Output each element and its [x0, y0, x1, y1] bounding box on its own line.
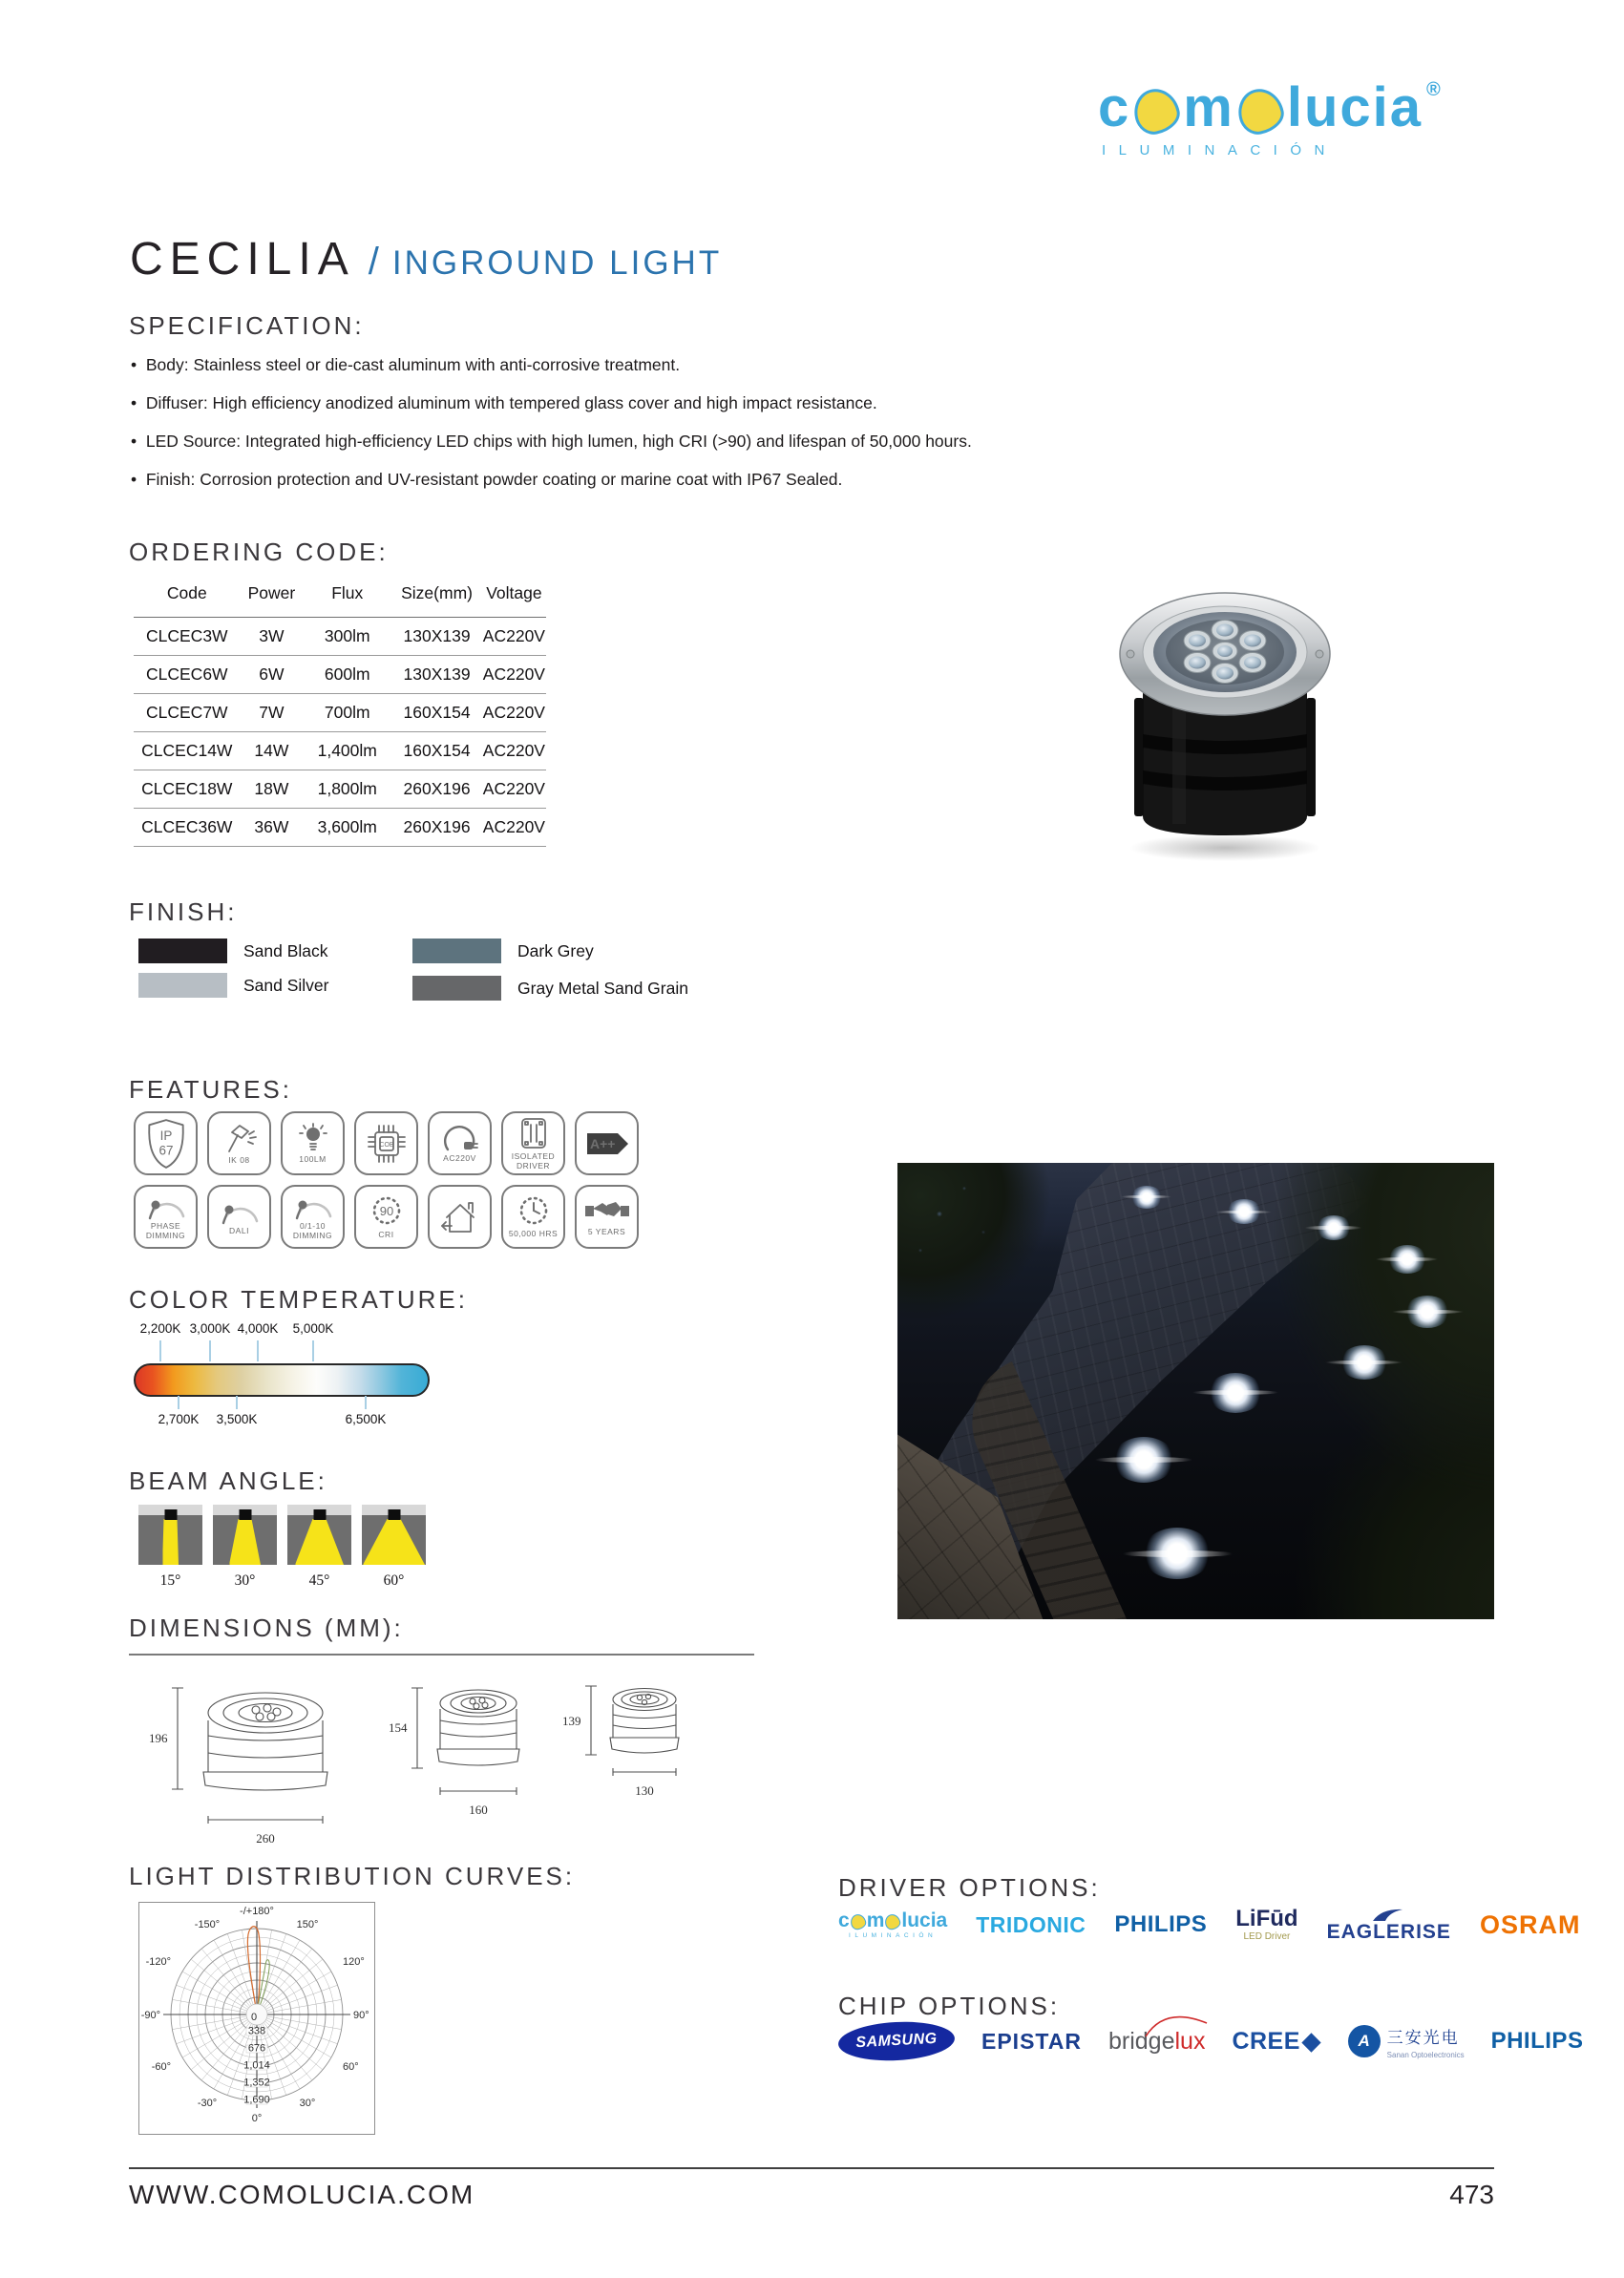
ct-tick: [312, 1340, 314, 1361]
spec-bullet: • Finish: Corrosion protection and UV-resistant powder coating or marine coat with IP67 Sealed.: [131, 470, 1047, 490]
title-separator: /: [368, 241, 379, 283]
distribution-heading: LIGHT DISTRIBUTION CURVES:: [129, 1862, 576, 1890]
ct-label: 3,500K: [216, 1412, 258, 1426]
chip-brand-philips: PHILIPS: [1490, 2028, 1584, 2054]
chip-options-heading: CHIP OPTIONS:: [838, 1992, 1061, 2020]
svg-text:A++: A++: [589, 1135, 615, 1151]
logo-o-icon: [849, 1912, 867, 1930]
svg-text:0: 0: [250, 2012, 258, 2023]
feature-house: [428, 1185, 492, 1249]
driver-brand-osram: OSRAM: [1479, 1909, 1581, 1939]
ordering-heading: ORDERING CODE:: [129, 538, 389, 566]
finish-swatch: [412, 976, 501, 1001]
product-name: CECILIA: [130, 234, 355, 285]
dimension-drawings: [143, 1673, 702, 1849]
logo-letter: m: [1183, 76, 1234, 138]
feature-cob: [354, 1111, 418, 1175]
dial-icon: [145, 1193, 187, 1220]
table-row: CLCEC3W 3W 300lm 130X139 AC220V: [134, 618, 546, 656]
inground-light-glow: [1387, 1245, 1427, 1274]
comolucia-subtitle: ILUMINACIÓN: [849, 1931, 938, 1939]
beam-cone: [295, 1519, 344, 1565]
logo-letter: c: [1098, 76, 1131, 138]
svg-text:338: 338: [247, 2025, 266, 2037]
driver-brand-lifud: LiFūd LED Driver: [1235, 1906, 1298, 1942]
beam-angle-label: 45°: [308, 1572, 330, 1589]
color-temperature-bar: [134, 1363, 430, 1397]
inground-light-glow: [1142, 1528, 1213, 1579]
beam-diagram-30: [213, 1505, 277, 1565]
beam-diagram-15: [138, 1505, 202, 1565]
inground-light-glow: [1112, 1437, 1175, 1483]
dimension-drawing-small: [559, 1673, 702, 1816]
brand-subtitle: ILUMINACIÓN: [1102, 142, 1338, 158]
isolated-driver-icon: [517, 1116, 551, 1150]
plug-icon: [441, 1124, 479, 1152]
beam-cone: [363, 1519, 425, 1565]
eagle-swoosh-icon: [1370, 1908, 1408, 1922]
dimensions-heading: DIMENSIONS (MM):: [129, 1614, 404, 1642]
finish-label: Dark Grey: [517, 940, 594, 960]
table-row: CLCEC7W 7W 700lm 160X154 AC220V: [134, 694, 546, 732]
chip-brand-epistar: EPISTAR: [981, 2028, 1082, 2054]
feature-caption: ISOLATED DRIVER: [511, 1151, 556, 1171]
beam-fixture: [313, 1509, 326, 1520]
beam-diagram-45: [287, 1505, 351, 1565]
feature-caption: IK 08: [228, 1154, 250, 1165]
logo-o-icon: [1130, 85, 1184, 138]
table-header-row: [134, 576, 546, 618]
chip-brand-samsung: SAMSUNG: [837, 2019, 956, 2063]
house-icon: [438, 1195, 482, 1239]
svg-text:154: 154: [389, 1720, 408, 1735]
product-category: INGROUND LIGHT: [391, 244, 723, 282]
specification-heading: SPECIFICATION:: [129, 311, 365, 340]
feature-50000hrs: [501, 1185, 565, 1249]
feature-phase-dimming: [134, 1185, 198, 1249]
registered-mark: ®: [1426, 79, 1441, 100]
feature-dali: [207, 1185, 271, 1249]
inground-light-glow: [1226, 1199, 1262, 1224]
svg-text:196: 196: [149, 1731, 168, 1745]
feature-caption: PHASE DIMMING: [145, 1221, 186, 1240]
beam-cone: [229, 1519, 261, 1565]
beam-angle-row: [138, 1505, 426, 1590]
ct-tick: [236, 1396, 238, 1409]
feature-caption: CRI: [378, 1229, 394, 1239]
beam-angle-cell: [138, 1505, 202, 1590]
svg-text:-30°: -30°: [197, 2098, 218, 2109]
driver-brand-tridonic: TRIDONIC: [976, 1911, 1086, 1937]
feature-ip67: [134, 1111, 198, 1175]
svg-text:260: 260: [256, 1831, 275, 1846]
finish-heading: FINISH:: [129, 897, 238, 926]
col-code: Code: [134, 576, 241, 618]
application-photo: [897, 1163, 1494, 1619]
beam-angle-cell: [362, 1505, 426, 1590]
dimension-drawing-large: [143, 1673, 368, 1849]
feature-caption: AC220V: [443, 1152, 476, 1163]
svg-text:COB: COB: [378, 1141, 394, 1149]
footer-page-number: 473: [1449, 2180, 1494, 2209]
bridgelux-arc-icon: [1144, 2014, 1213, 2038]
svg-text:0°: 0°: [251, 2113, 263, 2124]
table-row: CLCEC36W 36W 3,600lm 260X196 AC220V: [134, 809, 546, 847]
svg-text:90: 90: [379, 1203, 393, 1218]
svg-text:30°: 30°: [299, 2098, 316, 2109]
driver-options-row: [838, 1908, 1580, 1942]
finish-option: [412, 976, 688, 1001]
logo-letter: lucia: [1286, 76, 1424, 138]
beam-angle-label: 15°: [159, 1572, 181, 1589]
ct-tick: [209, 1340, 211, 1361]
product-photo: [1050, 538, 1403, 876]
driver-brand-comolucia: [838, 1910, 947, 1940]
svg-text:139: 139: [562, 1714, 581, 1728]
chip-brand-bridgelux: bridgelux: [1108, 2028, 1205, 2056]
spec-bullet: • LED Source: Integrated high-efficiency LED chips with high lumen, high CRI (>90) and lifespan of 50,000 hours.: [131, 432, 1047, 452]
finish-swatch: [412, 939, 501, 963]
ip67-shield-icon: [144, 1117, 188, 1171]
col-size: Size(mm): [391, 576, 481, 618]
ct-label: 2,700K: [158, 1412, 200, 1426]
brand-logo: [1098, 76, 1537, 158]
finish-option: [138, 939, 328, 963]
feature-caption: 100LM: [299, 1153, 327, 1164]
feature-5years: [575, 1185, 639, 1249]
svg-text:150°: 150°: [296, 1919, 319, 1930]
ct-tick: [365, 1396, 367, 1409]
footer-website: WWW.COMOLUCIA.COM: [129, 2180, 475, 2209]
svg-text:130: 130: [635, 1783, 654, 1798]
logo-o-icon: [884, 1912, 902, 1930]
svg-text:-150°: -150°: [194, 1919, 221, 1930]
col-power: Power: [241, 576, 304, 618]
svg-text:IP: IP: [159, 1128, 172, 1143]
chip-brand-cree: CREE ◆: [1232, 2027, 1321, 2055]
beam-angle-cell: [287, 1505, 351, 1590]
beam-cone: [162, 1519, 179, 1565]
feature-caption: 50,000 HRS: [508, 1228, 559, 1238]
svg-text:-60°: -60°: [151, 2061, 171, 2073]
table-row: CLCEC18W 18W 1,800lm 260X196 AC220V: [134, 770, 546, 809]
spec-bullet: • Diffuser: High efficiency anodized aluminum with tempered glass cover and high impact resistance.: [131, 393, 1047, 413]
features-heading: FEATURES:: [129, 1075, 292, 1104]
svg-text:1,014: 1,014: [243, 2059, 270, 2072]
beam-fixture: [164, 1509, 177, 1520]
finish-label: Sand Black: [243, 940, 328, 960]
ct-tick: [257, 1340, 259, 1361]
driver-brand-philips: PHILIPS: [1114, 1911, 1208, 1937]
svg-text:676: 676: [247, 2042, 266, 2055]
logo-o-icon: [1234, 85, 1287, 138]
energy-label-icon: [583, 1129, 631, 1158]
ct-tick: [159, 1340, 161, 1361]
feature-cri: [354, 1185, 418, 1249]
col-voltage: Voltage: [482, 576, 546, 618]
svg-text:120°: 120°: [343, 1956, 365, 1968]
feature-100lm: [281, 1111, 345, 1175]
brand-wordmark: [1098, 76, 1537, 138]
feature-caption: 0/1-10 DIMMING: [292, 1221, 333, 1240]
svg-text:-/+180°: -/+180°: [240, 1906, 274, 1917]
features-grid: [134, 1111, 639, 1249]
driver-options-heading: DRIVER OPTIONS:: [838, 1873, 1101, 1902]
beam-diagram-60: [362, 1505, 426, 1565]
sanan-mark-icon: A: [1348, 2025, 1381, 2057]
ordering-table: [134, 576, 546, 847]
ct-tick: [178, 1396, 179, 1409]
feature-energy-class: [575, 1111, 639, 1175]
chip-options-row: [838, 2022, 1583, 2060]
photo-bush: [897, 1163, 1088, 1345]
dimension-drawing-medium: [383, 1673, 545, 1830]
feature-caption: 5 YEARS: [587, 1226, 626, 1236]
feature-ac220v: [428, 1111, 492, 1175]
svg-text:67: 67: [158, 1142, 173, 1157]
driver-brand-eaglerise: EAGLERISE: [1327, 1908, 1451, 1942]
page-title: [130, 233, 722, 285]
ct-label: 4,000K: [237, 1321, 279, 1336]
logo-letter: m: [866, 1909, 885, 1931]
handshake-icon: [584, 1197, 630, 1226]
color-temperature-scale: [134, 1321, 449, 1434]
ct-label: 3,000K: [189, 1321, 231, 1336]
col-flux: Flux: [303, 576, 391, 618]
comolucia-logo: [838, 1910, 947, 1930]
svg-text:90°: 90°: [353, 2010, 369, 2021]
clock-icon: [516, 1195, 552, 1228]
footer-rule: [129, 2167, 1494, 2169]
inground-light-glow: [1339, 1345, 1389, 1380]
svg-text:1,690: 1,690: [243, 2094, 270, 2106]
logo-letter: c: [838, 1909, 850, 1931]
finish-swatch: [138, 973, 227, 998]
inground-light-glow: [1404, 1296, 1450, 1328]
beam-angle-label: 60°: [383, 1572, 405, 1589]
svg-text:60°: 60°: [343, 2061, 359, 2073]
beam-angle-cell: [213, 1505, 277, 1590]
inground-light-glow: [1316, 1215, 1352, 1240]
chip-brand-sanan: A 三安光电 Sanan Optoelectronics: [1348, 2024, 1465, 2059]
photo-grass: [1244, 1163, 1495, 1619]
specification-list: [131, 355, 1047, 508]
finish-swatch: [138, 939, 227, 963]
bulb-icon: [296, 1123, 330, 1153]
feature-ik08: [207, 1111, 271, 1175]
finish-label: Gray Metal Sand Grain: [517, 978, 688, 998]
beam-fixture: [239, 1509, 251, 1520]
dimensions-rule: [129, 1654, 754, 1656]
table-row: CLCEC14W 14W 1,400lm 160X154 AC220V: [134, 732, 546, 770]
feature-caption: DALI: [229, 1225, 249, 1235]
inground-light-glow: [1208, 1373, 1263, 1413]
svg-text:-90°: -90°: [140, 2010, 160, 2021]
color-temperature-heading: COLOR TEMPERATURE:: [129, 1285, 468, 1314]
hammer-icon: [222, 1122, 257, 1154]
feature-isolated-driver: [501, 1111, 565, 1175]
spec-bullet: • Body: Stainless steel or die-cast aluminum with anti-corrosive treatment.: [131, 355, 1047, 375]
beam-angle-label: 30°: [234, 1572, 256, 1589]
svg-text:160: 160: [469, 1803, 488, 1817]
finish-label: Sand Silver: [243, 975, 329, 995]
table-row: CLCEC6W 6W 600lm 130X139 AC220V: [134, 656, 546, 694]
feature-0110-dimming: [281, 1185, 345, 1249]
inground-light-glow: [1130, 1186, 1163, 1209]
finish-option: [412, 939, 594, 963]
ct-label: 5,000K: [292, 1321, 334, 1336]
dial-icon: [292, 1193, 334, 1220]
beam-fixture: [388, 1509, 400, 1520]
svg-text:-120°: -120°: [145, 1956, 171, 1968]
logo-letter: lucia: [901, 1909, 948, 1931]
light-distribution-chart: [138, 1902, 375, 2140]
beam-angle-heading: BEAM ANGLE:: [129, 1466, 327, 1495]
cree-diamond-icon: ◆: [1301, 2028, 1321, 2055]
svg-text:1,352: 1,352: [243, 2077, 270, 2089]
dial-icon: [219, 1198, 261, 1225]
cri-circle-icon: [368, 1194, 406, 1229]
finish-option: [138, 973, 329, 998]
ct-label: 2,200K: [139, 1321, 181, 1336]
ct-label: 6,500K: [345, 1412, 387, 1426]
cob-chip-icon: [363, 1120, 411, 1168]
